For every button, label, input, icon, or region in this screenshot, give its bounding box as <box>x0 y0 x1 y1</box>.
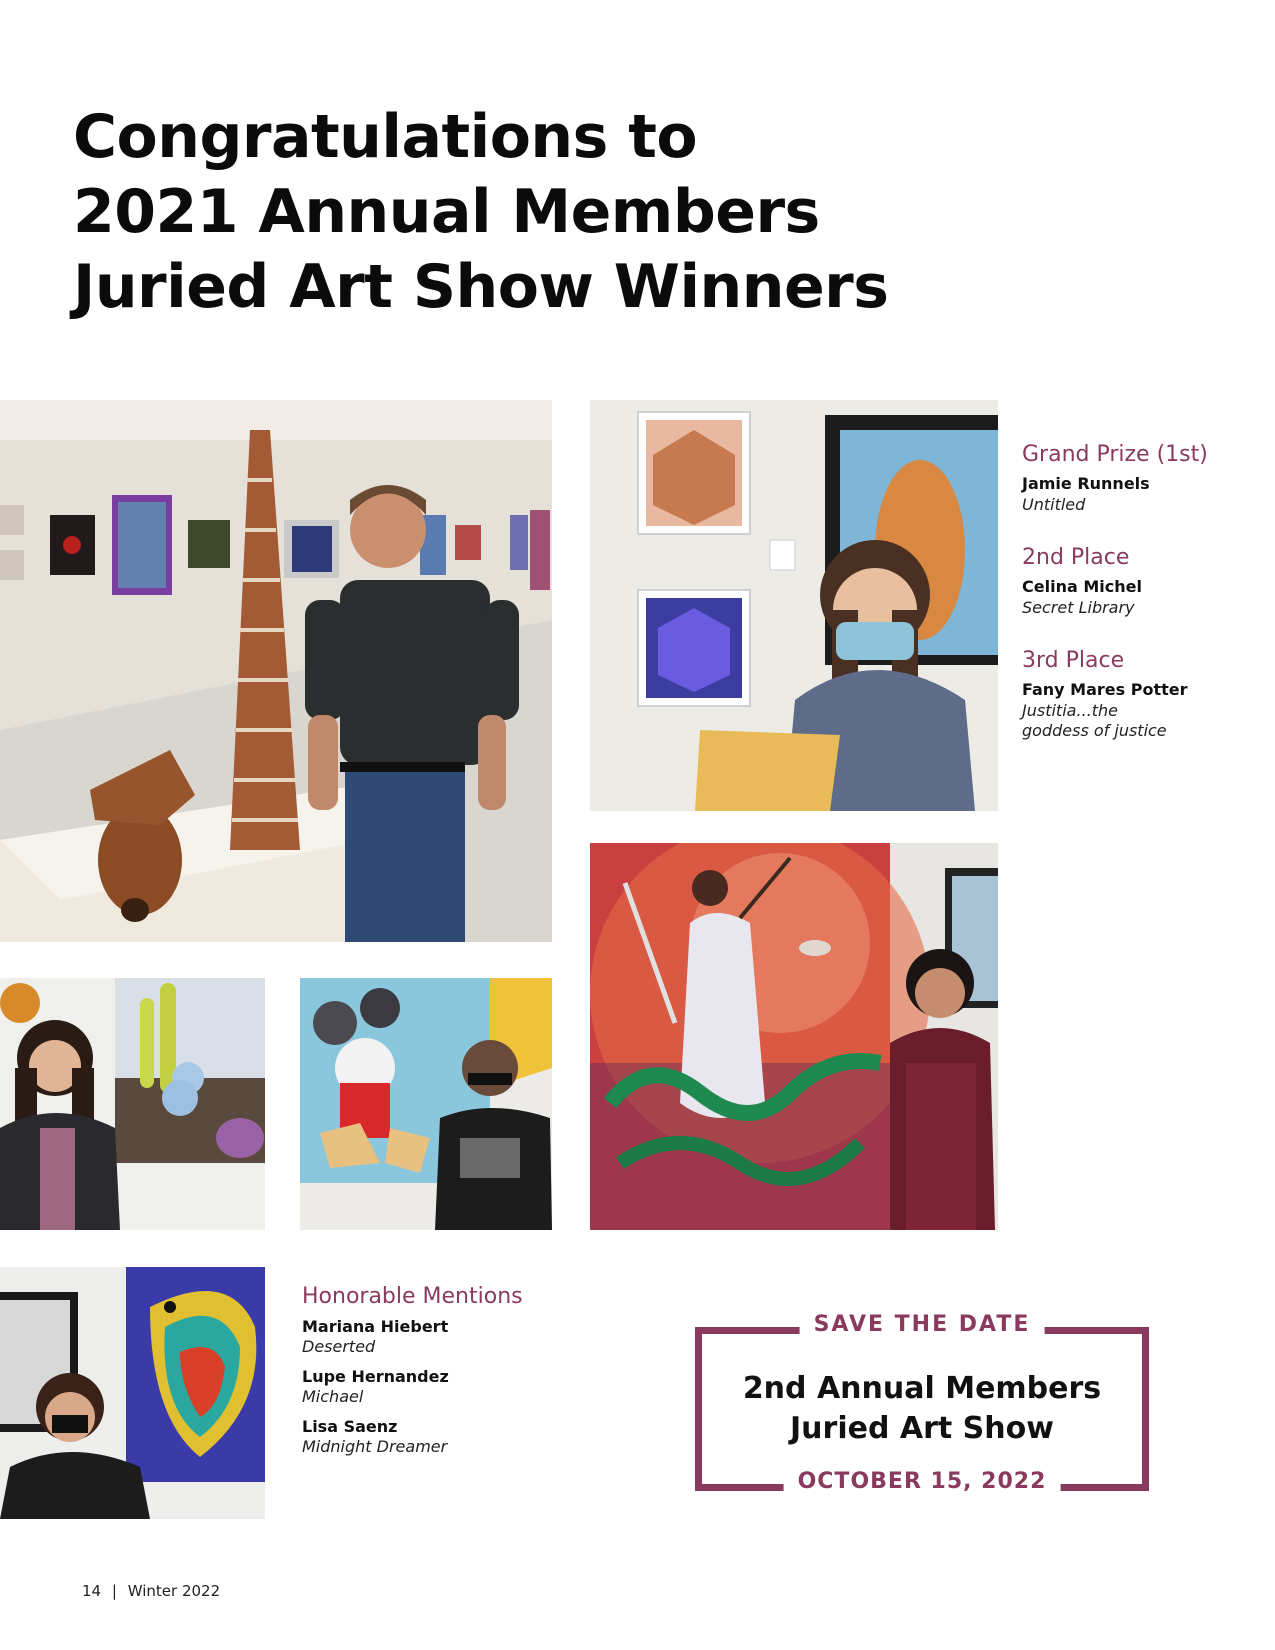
page-footer <box>82 1582 220 1600</box>
list-item <box>302 1316 602 1357</box>
award-work <box>1022 598 1272 618</box>
photo-honorable-3 <box>0 1267 265 1519</box>
save-title-line-2: Juried Art Show <box>790 1411 1054 1446</box>
award-work-line: Untitled <box>1022 495 1086 514</box>
save-the-date-box <box>695 1312 1149 1494</box>
photo-third-place <box>590 843 998 1230</box>
award-grand-prize <box>1022 440 1272 515</box>
issue-name: Winter 2022 <box>127 1582 221 1600</box>
award-artist: Jamie Runnels <box>1022 474 1150 493</box>
photo-honorable-2 <box>300 978 552 1230</box>
save-title-line-1: 2nd Annual Members <box>742 1371 1102 1406</box>
award-work-line: goddess of justice <box>1022 721 1167 740</box>
page-number: 14 <box>82 1582 102 1600</box>
award-second-place <box>1022 543 1272 618</box>
photo-second-place <box>590 400 998 811</box>
award-artist: Fany Mares Potter <box>1022 680 1188 699</box>
photo-honorable-1 <box>0 978 265 1230</box>
award-third-place <box>1022 646 1272 741</box>
list-item <box>302 1366 602 1407</box>
hm-artist: Lupe Hernandez <box>302 1367 449 1386</box>
award-heading: 3rd Place <box>1022 648 1125 673</box>
award-work <box>1022 495 1272 515</box>
page-title <box>73 100 973 325</box>
title-line-2: 2021 Annual Members <box>73 177 820 247</box>
title-line-1: Congratulations to <box>73 102 698 172</box>
award-heading: 2nd Place <box>1022 545 1130 570</box>
award-heading: Grand Prize (1st) <box>1022 442 1208 467</box>
award-work <box>1022 701 1272 741</box>
hm-work: Midnight Dreamer <box>302 1437 448 1456</box>
photo-grand-prize <box>0 400 552 942</box>
award-work-line: Secret Library <box>1022 598 1135 617</box>
hm-work: Michael <box>302 1387 364 1406</box>
save-the-date-title <box>695 1369 1149 1449</box>
save-the-date-date: OCTOBER 15, 2022 <box>784 1467 1061 1497</box>
save-the-date-label: SAVE THE DATE <box>800 1310 1045 1340</box>
honorable-mentions <box>302 1282 602 1466</box>
awards-list <box>1022 440 1272 769</box>
hm-artist: Mariana Hiebert <box>302 1317 449 1336</box>
award-artist: Celina Michel <box>1022 577 1142 596</box>
hm-work: Deserted <box>302 1337 376 1356</box>
hm-artist: Lisa Saenz <box>302 1417 398 1436</box>
list-item <box>302 1416 602 1457</box>
footer-separator: | <box>111 1582 117 1600</box>
award-work-line: Justitia...the <box>1022 701 1118 720</box>
honorable-mentions-heading: Honorable Mentions <box>302 1284 523 1309</box>
title-line-3: Juried Art Show Winners <box>73 252 889 322</box>
